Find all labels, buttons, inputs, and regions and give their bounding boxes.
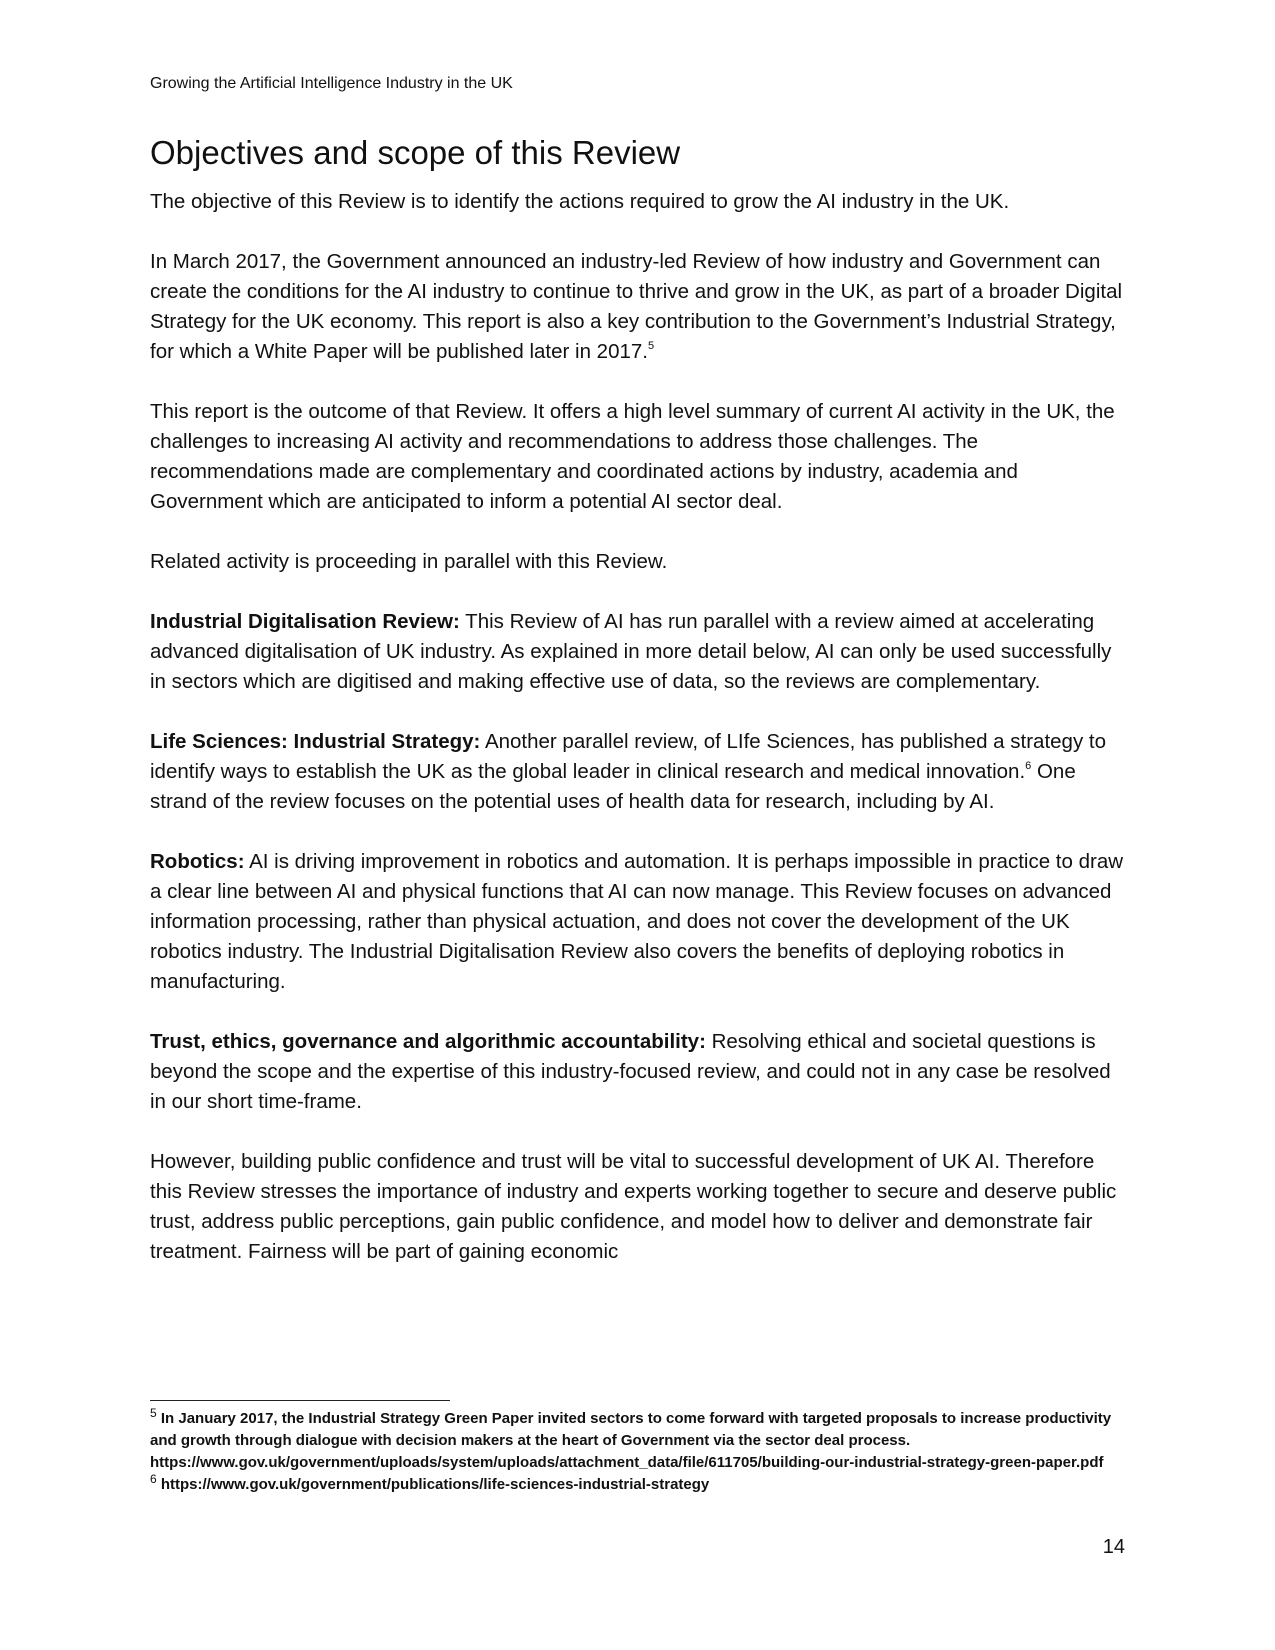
trust-ethics-label: Trust, ethics, governance and algorithmic accountability: [150,1030,706,1053]
paragraph-industrial-digitalisation [150,607,1125,697]
footnote-ref-5[interactable]: 5 [647,340,655,352]
industrial-digitalisation-label: Industrial Digitalisation Review: [150,610,460,633]
paragraph-objective: The objective of this Review is to identify the actions required to grow the AI industry in the UK. [150,190,1010,213]
life-sciences-text-a: Another parallel review, of LIfe Sciences, has published a strategy to identify ways to establish the UK as the global leader in clinical research and medical innovation. [150,730,1106,783]
footnote-6-number: 6 [150,1472,157,1486]
footnote-6-text[interactable]: https://www.gov.uk/government/publications/life-sciences-industrial-strategy [156,1476,710,1493]
industrial-digitalisation-text: This Review of AI has run parallel with a review aimed at accelerating advanced digitalisation of UK industry. As explained in more detail below, AI can only be used successfully in sectors which are digitised and making effective use of data, so the reviews are complementary. [150,610,1112,693]
paragraph-public-confidence: However, building public confidence and trust will be vital to successful development of UK AI. Therefore this Review stresses the importance of industry and experts working together to secure and deserve public trust, address public perceptions, gain public confidence, and model how to deliver and demonstrate fair treatment. Fairness will be part of gaining economic [150,1150,1117,1263]
footnote-divider [150,1400,450,1401]
footnote-6 [150,1474,1125,1496]
life-sciences-label: Life Sciences: Industrial Strategy: [150,730,481,753]
paragraph-life-sciences [150,727,1125,817]
paragraph-related-activity: Related activity is proceeding in parallel with this Review. [150,550,668,573]
robotics-text: AI is driving improvement in robotics and automation. It is perhaps impossible in practice to draw a clear line between AI and physical functions that AI can now manage. This Review focuses on advanced information processing, rather than physical actuation, and does not cover the development of the UK robotics industry. The Industrial Digitalisation Review also covers the benefits of deploying robotics in manufacturing. [150,850,1124,993]
page-number: 14 [1102,1536,1125,1558]
robotics-label: Robotics: [150,850,245,873]
footnotes [150,1408,1125,1496]
footnote-5-number: 5 [150,1406,157,1420]
trust-ethics-text: Resolving ethical and societal questions is beyond the scope and the expertise of this industry-focused review, and could not in any case be resolved in our short time-frame. [150,1030,1111,1113]
section-title: Objectives and scope of this Review [150,134,681,171]
running-header: Growing the Artificial Intelligence Industry in the UK [150,75,513,92]
footnote-5 [150,1408,1125,1474]
paragraph-trust-ethics [150,1027,1125,1117]
paragraph-announcement-text: In March 2017, the Government announced an industry-led Review of how industry and Government can create the conditions for the AI industry to continue to thrive and grow in the UK, as part of a broader Digital Strategy for the UK economy. This report is also a key contribution to the Government’s Industrial Strategy, for which a White Paper will be published later in 2017. [150,250,1123,363]
document-page [150,0,1125,1650]
footnote-ref-6[interactable]: 6 [1025,760,1032,772]
paragraph-robotics [150,847,1125,997]
paragraph-outcome: This report is the outcome of that Review. It offers a high level summary of current AI activity in the UK, the challenges to increasing AI activity and recommendations to address those challenges. The recommendations made are complementary and coordinated actions by industry, academia and Government which are anticipated to inform a potential AI sector deal. [150,400,1115,513]
paragraph-announcement [150,247,1125,367]
footnote-5-text[interactable]: In January 2017, the Industrial Strategy Green Paper invited sectors to come forward with targeted proposals to increase productivity and growth through dialogue with decision makers at the heart of Government via the sector deal process. https://www.gov.uk/government/uploads/system/uploads/attachment_data/file/611705/building-our-industrial-strategy-green-paper.pdf [150,1410,1112,1471]
body-text [150,187,1125,1297]
life-sciences-text-b: One strand of the review focuses on the potential uses of health data for research, including by AI. [150,760,1076,813]
